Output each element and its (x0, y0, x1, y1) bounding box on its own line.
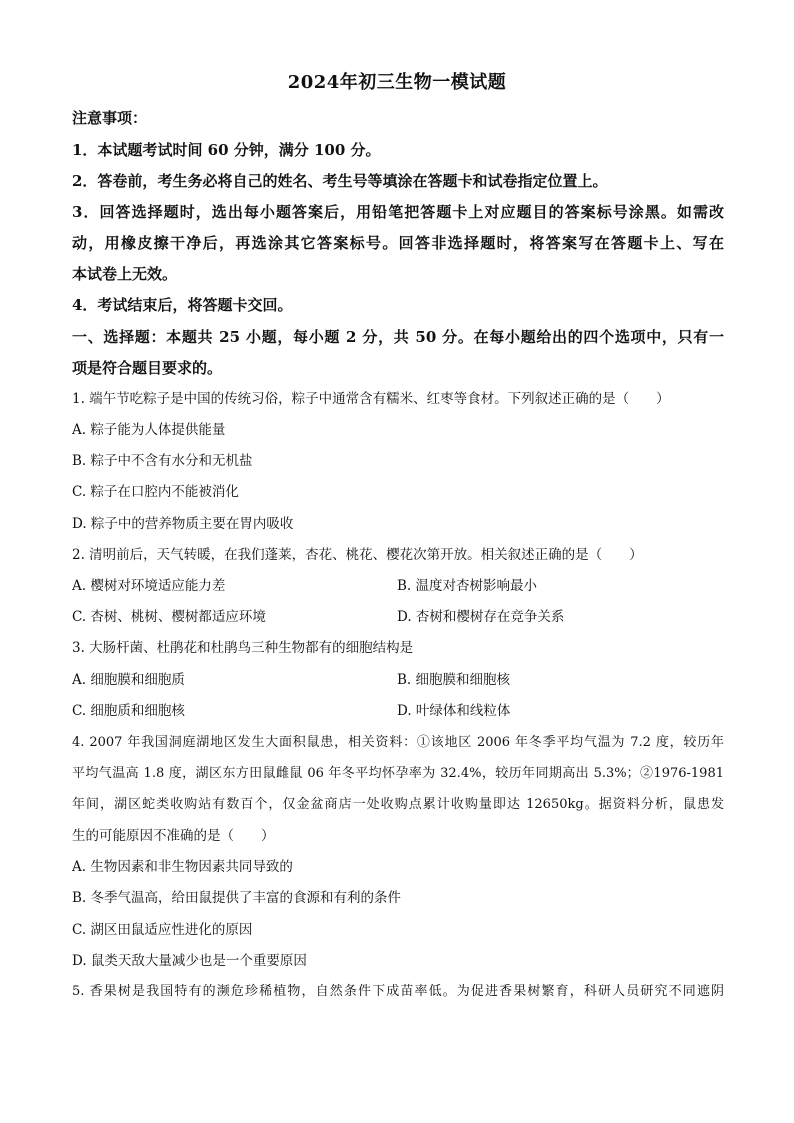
question-1-stem: 1. 端午节吃粽子是中国的传统习俗，粽子中通常含有糯米、红枣等食材。下列叙述正确的是（ ） (72, 391, 670, 407)
notice-item-3-line-2: 动，用橡皮擦干净后，再选涂其它答案标号。回答非选择题时，将答案写在答题卡上、写在 (72, 234, 724, 252)
notice-item-3-line-1: 3．回答选择题时，选出每小题答案后，用铅笔把答题卡上对应题目的答案标号涂黑。如需改 (72, 203, 724, 221)
question-2-option-a: A. 樱树对环境适应能力差 (72, 578, 226, 594)
page-title: 2024年初三生物一模试题 (287, 72, 507, 93)
question-2-stem: 2. 清明前后，天气转暖，在我们蓬莱，杏花、桃花、樱花次第开放。相关叙述正确的是（ ） (72, 547, 643, 563)
question-1-option-a: A. 粽子能为人体提供能量 (72, 422, 226, 438)
question-4-stem-line-2: 平均气温高 1.8 度，湖区东方田鼠雌鼠 06 年冬平均怀孕率为 32.4%，较历年同期高出 5.3%；②1976-1981 (72, 766, 724, 781)
notice-item-2: 2．答卷前，考生务必将自己的姓名、考生号等填涂在答题卡和试卷指定位置上。 (72, 172, 608, 190)
question-4-option-b: B. 冬季气温高，给田鼠提供了丰富的食源和有利的条件 (72, 890, 402, 906)
question-4-stem-line-4: 生的可能原因不准确的是（ ） (72, 828, 275, 844)
question-3-stem: 3. 大肠杆菌、杜鹃花和杜鹃鸟三种生物都有的细胞结构是 (72, 640, 414, 656)
notice-heading: 注意事项： (72, 109, 148, 127)
question-4-stem-line-1: 4. 2007 年我国洞庭湖地区发生大面积鼠患，相关资料：①该地区 2006 年冬季平均气温为 7.2 度，较历年 (72, 735, 724, 750)
question-1-option-c: C. 粽子在口腔内不能被消化 (72, 484, 239, 500)
question-3-option-d: D. 叶绿体和线粒体 (397, 703, 511, 719)
question-1-option-b: B. 粽子中不含有水分和无机盐 (72, 453, 253, 469)
question-4-stem-line-3: 年间，湖区蛇类收购站有数百个，仅金盆商店一处收购点累计收购量即达 12650kg。据资料分析，鼠患发 (72, 797, 724, 812)
question-4-option-a: A. 生物因素和非生物因素共同导致的 (72, 859, 293, 875)
notice-item-3-line-3: 本试卷上无效。 (72, 265, 178, 283)
question-4-option-c: C. 湖区田鼠适应性进化的原因 (72, 922, 253, 938)
question-2-option-c: C. 杏树、桃树、樱树都适应环境 (72, 609, 266, 625)
section-heading-line-2: 项是符合题目要求的。 (72, 359, 223, 377)
section-heading-line-1: 一、选择题：本题共 25 小题，每小题 2 分，共 50 分。在每小题给出的四个选项中，只有一 (72, 328, 724, 346)
question-3-option-c: C. 细胞质和细胞核 (72, 703, 185, 719)
question-4-option-d: D. 鼠类天敌大量减少也是一个重要原因 (72, 953, 307, 969)
question-3-option-a: A. 细胞膜和细胞质 (72, 672, 185, 688)
question-5-stem-line-1: 5. 香果树是我国特有的濒危珍稀植物，自然条件下成苗率低。为促进香果树繁育，科研人员研究不同遮阴 (72, 984, 724, 999)
question-3-option-b: B. 细胞膜和细胞核 (397, 672, 511, 688)
notice-item-4: 4．考试结束后，将答题卡交回。 (72, 296, 293, 314)
question-2-option-b: B. 温度对杏树影响最小 (397, 578, 538, 594)
question-2-option-d: D. 杏树和樱树存在竞争关系 (397, 609, 565, 625)
notice-item-1: 1．本试题考试时间 60 分钟，满分 100 分。 (72, 141, 381, 159)
question-1-option-d: D. 粽子中的营养物质主要在胃内吸收 (72, 516, 294, 532)
